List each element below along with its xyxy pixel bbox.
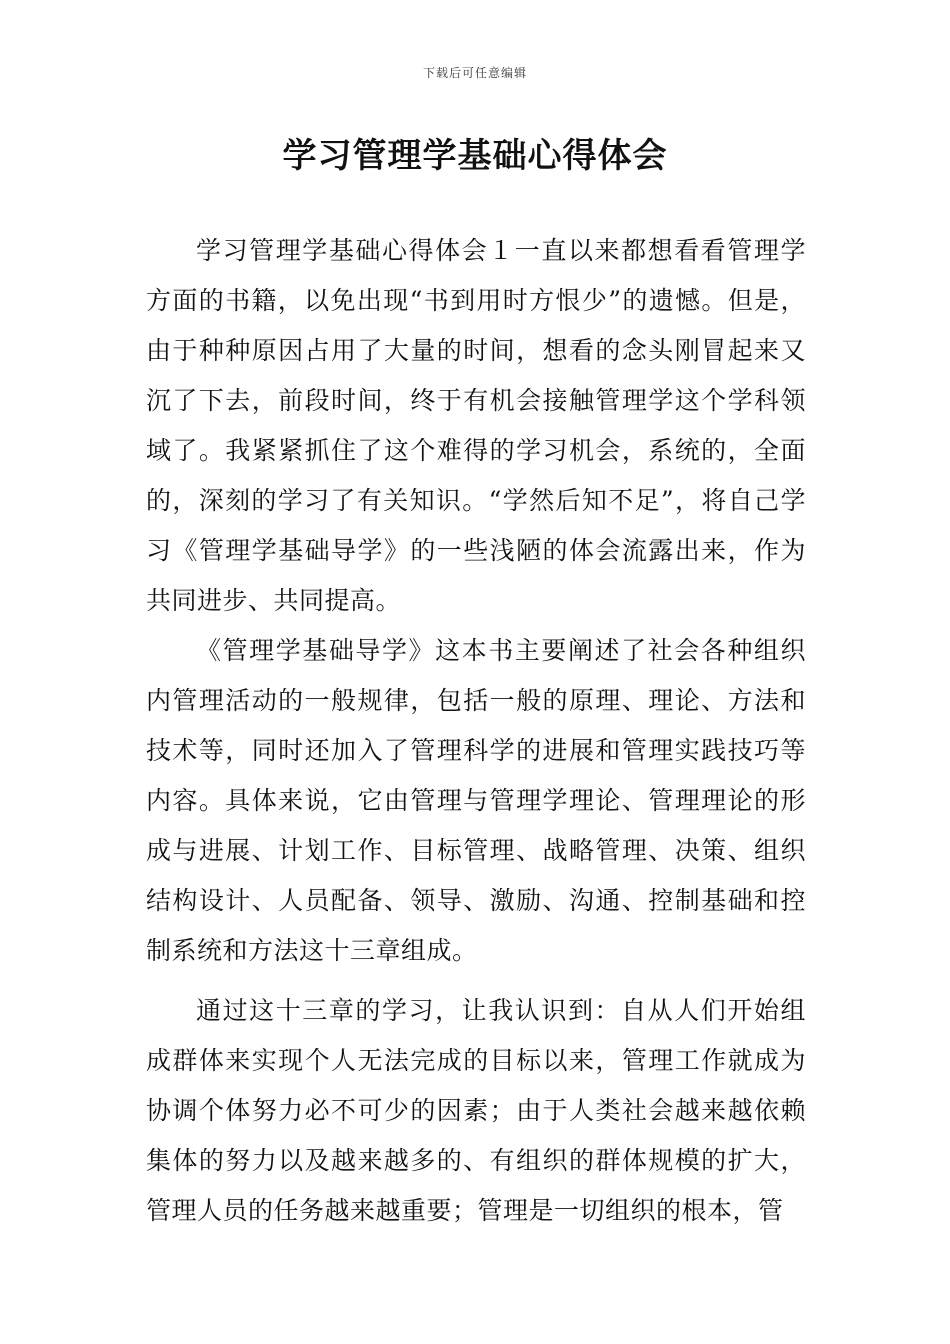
paragraph-1: 学习管理学基础心得体会１一直以来都想看看管理学方面的书籍，以免出现“书到用时方恨少”的遗憾。但是，由于种种原因占用了大量的时间，想看的念头刚冒起来又沉了下去，前段时间，终于有机会接触管理学这个学科领域了。我紧紧抓住了这个难得的学习机会，系统的，全面的，深刻的学习了有关知识。“学然后知不足”，将自己学习《管理学基础导学》的一些浅陋的体会流露出来，作为共同进步、共同提高。 [146, 236, 806, 615]
paragraph-3: 通过这十三章的学习，让我认识到：自从人们开始组成群体来实现个人无法完成的目标以来，管理工作就成为协调个体努力必不可少的因素；由于人类社会越来越依赖集体的努力以及越来越多的、有组织的群体规模的扩大，管理人员的任务越来越重要；管理是一切组织的根本，管 [146, 996, 806, 1225]
document-body [146, 226, 806, 1236]
paragraph-2: 《管理学基础导学》这本书主要阐述了社会各种组织内管理活动的一般规律，包括一般的原理、理论、方法和技术等，同时还加入了管理科学的进展和管理实践技巧等内容。具体来说，它由管理与管理学理论、管理理论的形成与进展、计划工作、目标管理、战略管理、决策、组织结构设计、人员配备、领导、激励、沟通、控制基础和控制系统和方法这十三章组成。 [146, 636, 806, 965]
document-title: 学习管理学基础心得体会 [282, 136, 668, 176]
page-header-note: 下载后可任意编辑 [422, 66, 527, 80]
